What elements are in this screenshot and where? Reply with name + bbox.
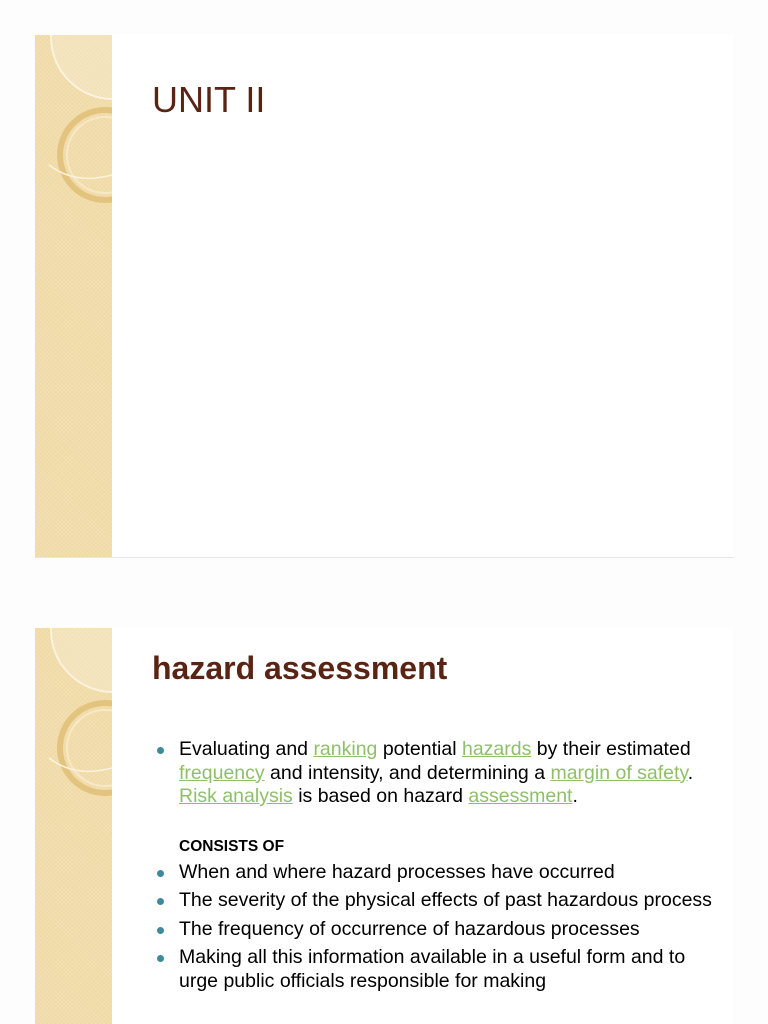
intro-bullet-list — [152, 738, 712, 809]
list-item: Making all this information available in a useful form and to urge public officials responsible for making — [152, 946, 712, 993]
section-subheading: CONSISTS OF — [179, 837, 285, 855]
link-risk-analysis[interactable]: Risk analysis — [179, 785, 293, 807]
list-item: The severity of the physical effects of past hazardous process — [152, 889, 712, 913]
list-item: The frequency of occurrence of hazardous processes — [152, 918, 712, 942]
slide-body — [152, 738, 712, 998]
slide-2 — [35, 628, 734, 1024]
link-frequency[interactable]: frequency — [179, 761, 265, 784]
decorative-side-strip — [35, 628, 112, 1024]
intro-bullet: Evaluating and ranking potential hazards by their estimated frequency and intensity, and determining a margin of safety. Risk analysis is based on hazard assessment. — [152, 738, 712, 809]
circle-ornament-icon — [35, 35, 112, 235]
link-margin-of-safety[interactable]: margin of safety — [550, 761, 688, 784]
decorative-side-strip — [35, 35, 112, 557]
link-hazards[interactable]: hazards — [461, 738, 532, 760]
link-ranking[interactable]: ranking — [313, 738, 378, 760]
slide-title: hazard assessment — [152, 650, 448, 686]
circle-ornament-icon — [35, 628, 112, 828]
slide-title: UNIT II — [152, 79, 266, 120]
consists-of-list — [152, 861, 712, 994]
slide-1 — [35, 35, 734, 558]
link-assessment[interactable]: assessment — [468, 785, 573, 807]
list-item: When and where hazard processes have occurred — [152, 861, 712, 885]
